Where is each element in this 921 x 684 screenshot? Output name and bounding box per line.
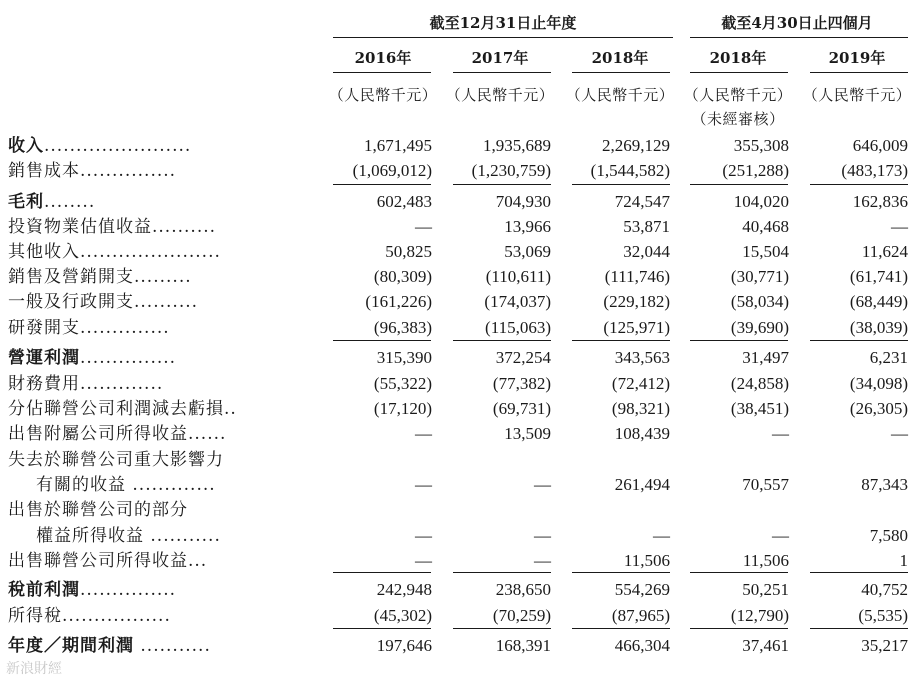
subtotal-rule <box>690 184 788 185</box>
cell-value: 466,304 <box>614 636 670 655</box>
period-rule <box>572 72 670 73</box>
cell-value: — <box>415 217 432 236</box>
table-row <box>0 421 921 447</box>
cell-value: — <box>891 217 908 236</box>
subtotal-rule <box>690 628 788 629</box>
dot-leader: .......... <box>134 292 199 312</box>
dot-leader: ........... <box>144 526 221 546</box>
cell-value: (77,382) <box>492 374 551 393</box>
cell-value: — <box>415 475 432 494</box>
cell-value: 197,646 <box>376 636 432 655</box>
cell-value: 32,044 <box>623 242 670 261</box>
cell-value: 7,580 <box>869 526 908 545</box>
subtotal-rule <box>810 628 908 629</box>
row-label-text: 稅前利潤 <box>8 580 80 600</box>
subtotal-rule <box>453 340 551 341</box>
cell-value: 11,624 <box>861 242 908 261</box>
row-label <box>8 289 198 315</box>
cell-value: (34,098) <box>849 374 908 393</box>
cell-value: (229,182) <box>603 292 670 311</box>
row-label <box>8 421 226 447</box>
cell-value: (80,309) <box>373 267 432 286</box>
dot-leader: ............... <box>80 348 177 368</box>
cell-value: 1,935,689 <box>483 136 551 155</box>
cell-value: (115,063) <box>485 318 551 337</box>
cell-value: (96,383) <box>373 318 432 337</box>
row-label <box>8 345 176 371</box>
table-row <box>0 315 921 341</box>
cell-value: (87,965) <box>611 606 670 625</box>
row-label <box>8 158 176 184</box>
dot-leader: ................. <box>62 606 171 626</box>
cell-value: 162,836 <box>852 192 908 211</box>
row-label-text: 有關的收益 <box>36 475 126 495</box>
cell-value: (38,451) <box>730 399 789 418</box>
cell-value: (110,611) <box>485 267 551 286</box>
subtotal-rule <box>333 628 431 629</box>
dot-leader: ............. <box>126 475 216 495</box>
cell-value: — <box>534 551 551 570</box>
cell-value: 242,948 <box>376 580 432 599</box>
subtotal-rule <box>333 184 431 185</box>
row-label <box>8 189 95 215</box>
dot-leader: ............. <box>80 374 164 394</box>
dot-leader: ............... <box>80 580 177 600</box>
unaudited-note: （未經審核） <box>691 110 785 128</box>
cell-value: 11,506 <box>623 551 670 570</box>
cell-value: (251,288) <box>722 161 789 180</box>
table-row <box>0 189 921 215</box>
table-row <box>0 158 921 184</box>
row-label <box>8 577 176 603</box>
row-label <box>8 315 170 341</box>
cell-value: (55,322) <box>373 374 432 393</box>
row-label-text: 所得稅 <box>8 606 62 626</box>
row-label-text: 出售聯營公司所得收益 <box>8 551 188 571</box>
row-label <box>8 633 211 659</box>
row-label-text: 毛利 <box>8 192 44 212</box>
subtotal-rule <box>572 340 670 341</box>
cell-value: — <box>415 551 432 570</box>
cell-value: — <box>772 526 789 545</box>
cell-value: 37,461 <box>742 636 789 655</box>
cell-value: 53,069 <box>504 242 551 261</box>
cell-value: (1,544,582) <box>590 161 670 180</box>
row-label <box>8 371 163 397</box>
table-row <box>0 523 921 549</box>
row-label <box>8 396 237 422</box>
cell-value: (58,034) <box>730 292 789 311</box>
table-row <box>0 345 921 371</box>
cell-value: (161,226) <box>365 292 432 311</box>
period-2016: 2016年 <box>354 49 412 67</box>
table-row <box>0 264 921 290</box>
subtotal-rule <box>690 340 788 341</box>
table-row <box>0 548 921 574</box>
cell-value: 704,930 <box>495 192 551 211</box>
subtotal-rule <box>810 184 908 185</box>
unit-2018: （人民幣千元） <box>565 86 675 104</box>
period-rule <box>333 72 431 73</box>
cell-value: — <box>534 526 551 545</box>
row-label-text: 銷售及營銷開支 <box>8 267 134 287</box>
dot-leader: ........... <box>134 636 211 656</box>
dot-leader: ............... <box>80 161 177 181</box>
cell-value: (61,741) <box>849 267 908 286</box>
subtotal-rule <box>572 184 670 185</box>
period-rule <box>453 72 551 73</box>
cell-value: 108,439 <box>614 424 670 443</box>
row-label <box>8 548 207 574</box>
subtotal-rule <box>453 184 551 185</box>
period-rule <box>810 72 908 73</box>
header-rule-year <box>333 37 673 38</box>
watermark: 新浪財經 <box>6 661 62 677</box>
row-label-text: 營運利潤 <box>8 348 80 368</box>
row-label-text: 其他收入 <box>8 242 80 262</box>
table-row <box>0 603 921 629</box>
dot-leader: ...................... <box>80 242 221 262</box>
subtotal-rule <box>453 572 551 573</box>
table-row <box>0 633 921 659</box>
cell-value: 343,563 <box>614 348 670 367</box>
cell-value: 40,468 <box>742 217 789 236</box>
cell-value: (26,305) <box>849 399 908 418</box>
row-label <box>8 264 192 290</box>
cell-value: 6,231 <box>869 348 908 367</box>
cell-value: (30,771) <box>730 267 789 286</box>
dot-leader: .......... <box>152 217 217 237</box>
row-label <box>8 447 224 473</box>
cell-value: 646,009 <box>852 136 908 155</box>
cell-value: — <box>772 424 789 443</box>
subtotal-rule <box>333 572 431 573</box>
table-row <box>0 472 921 498</box>
dot-leader: ....................... <box>44 136 192 156</box>
row-label-text: 研發開支 <box>8 318 80 338</box>
dot-leader: .............. <box>80 318 170 338</box>
dot-leader: ... <box>188 551 208 571</box>
cell-value: (70,259) <box>492 606 551 625</box>
unit-2017: （人民幣千元） <box>445 86 555 104</box>
cell-value: (174,037) <box>484 292 551 311</box>
cell-value: 11,506 <box>742 551 789 570</box>
cell-value: 35,217 <box>861 636 908 655</box>
table-row <box>0 133 921 159</box>
cell-value: 315,390 <box>376 348 432 367</box>
period-rule <box>690 72 788 73</box>
cell-value: 70,557 <box>742 475 789 494</box>
row-label-text: 出售附屬公司所得收益 <box>8 424 188 444</box>
cell-value: (24,858) <box>730 374 789 393</box>
cell-value: — <box>891 424 908 443</box>
cell-value: — <box>534 475 551 494</box>
row-label-text: 年度／期間利潤 <box>8 636 134 656</box>
header-rule-month <box>690 37 908 38</box>
cell-value: 53,871 <box>623 217 670 236</box>
row-label <box>36 523 221 549</box>
row-label-text: 投資物業估值收益 <box>8 217 152 237</box>
cell-value: — <box>653 526 670 545</box>
row-label <box>36 472 216 498</box>
subtotal-rule <box>572 628 670 629</box>
cell-value: (69,731) <box>492 399 551 418</box>
dot-leader: .. <box>224 399 237 419</box>
cell-value: (17,120) <box>373 399 432 418</box>
cell-value: 554,269 <box>614 580 670 599</box>
cell-value: (45,302) <box>373 606 432 625</box>
cell-value: 1 <box>899 551 908 570</box>
table-row <box>0 497 921 523</box>
row-label <box>8 239 221 265</box>
cell-value: (38,039) <box>849 318 908 337</box>
cell-value: 15,504 <box>742 242 789 261</box>
cell-value: — <box>415 424 432 443</box>
table-row <box>0 577 921 603</box>
table-row <box>0 396 921 422</box>
cell-value: (1,230,759) <box>471 161 551 180</box>
cell-value: 168,391 <box>495 636 551 655</box>
cell-value: (68,449) <box>849 292 908 311</box>
cell-value: 261,494 <box>614 475 670 494</box>
cell-value: 13,966 <box>504 217 551 236</box>
table-row <box>0 239 921 265</box>
table-row <box>0 289 921 315</box>
cell-value: — <box>415 526 432 545</box>
row-label <box>8 133 191 159</box>
row-label-text: 財務費用 <box>8 374 80 394</box>
subtotal-rule <box>810 340 908 341</box>
cell-value: 87,343 <box>861 475 908 494</box>
unit-2019-4m: （人民幣千元） <box>802 86 912 104</box>
table-row <box>0 214 921 240</box>
cell-value: 50,251 <box>742 580 789 599</box>
row-label-text: 權益所得收益 <box>36 526 144 546</box>
table-row <box>0 371 921 397</box>
row-label-text: 分佔聯營公司利潤減去虧損 <box>8 399 224 419</box>
cell-value: 50,825 <box>385 242 432 261</box>
cell-value: (483,173) <box>841 161 908 180</box>
cell-value: (72,412) <box>611 374 670 393</box>
row-label-text: 一般及行政開支 <box>8 292 134 312</box>
cell-value: (5,535) <box>858 606 908 625</box>
unit-2016: （人民幣千元） <box>328 86 438 104</box>
row-label-text: 銷售成本 <box>8 161 80 181</box>
dot-leader: ........ <box>44 192 96 212</box>
dot-leader: ......... <box>134 267 192 287</box>
subtotal-rule <box>572 572 670 573</box>
cell-value: (111,746) <box>604 267 670 286</box>
header-month-group: 截至4月30日止四個月 <box>721 14 873 32</box>
row-label <box>8 214 216 240</box>
header-year-group: 截至12月31日止年度 <box>429 14 577 32</box>
period-2019-4m: 2019年 <box>828 49 886 67</box>
cell-value: 355,308 <box>733 136 789 155</box>
subtotal-rule <box>810 572 908 573</box>
cell-value: 13,509 <box>504 424 551 443</box>
subtotal-rule <box>333 340 431 341</box>
period-2017: 2017年 <box>471 49 529 67</box>
unit-2018-4m: （人民幣千元） <box>683 86 793 104</box>
cell-value: 31,497 <box>742 348 789 367</box>
cell-value: 104,020 <box>733 192 789 211</box>
cell-value: 724,547 <box>614 192 670 211</box>
row-label-text: 失去於聯營公司重大影響力 <box>8 450 224 470</box>
table-row <box>0 447 921 473</box>
cell-value: 602,483 <box>376 192 432 211</box>
period-2018: 2018年 <box>591 49 649 67</box>
cell-value: 372,254 <box>495 348 551 367</box>
cell-value: (12,790) <box>730 606 789 625</box>
subtotal-rule <box>690 572 788 573</box>
cell-value: (125,971) <box>603 318 670 337</box>
row-label-text: 出售於聯營公司的部分 <box>8 500 188 520</box>
cell-value: (39,690) <box>730 318 789 337</box>
row-label-text: 收入 <box>8 136 44 156</box>
cell-value: 238,650 <box>495 580 551 599</box>
subtotal-rule <box>453 628 551 629</box>
row-label <box>8 603 171 629</box>
cell-value: 1,671,495 <box>364 136 432 155</box>
cell-value: 2,269,129 <box>602 136 670 155</box>
cell-value: (98,321) <box>611 399 670 418</box>
row-label <box>8 497 188 523</box>
cell-value: (1,069,012) <box>352 161 432 180</box>
period-2018-4m: 2018年 <box>709 49 767 67</box>
cell-value: 40,752 <box>861 580 908 599</box>
dot-leader: ...... <box>188 424 227 444</box>
